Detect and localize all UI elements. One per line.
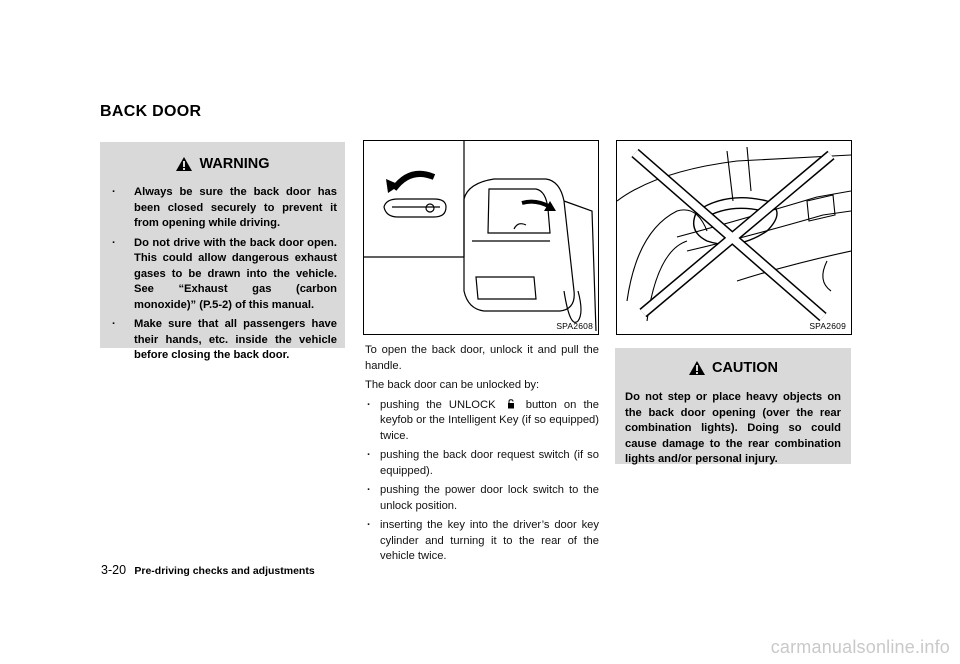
unlock-methods-list: [365, 398, 599, 565]
caution-header: [615, 360, 851, 376]
list-item: . pushing the back door request switch (if so equipped).: [365, 448, 599, 479]
warning-heading: WARNING: [199, 156, 270, 172]
page-number: 3-20: [101, 563, 127, 577]
back-door-handle-illustration: [364, 141, 598, 334]
watermark: carmanualsonline.info: [770, 637, 950, 657]
caution-text: Do not step or place heavy objects on the back door opening (over the rear combination lights). Doing so could cause damage to the rear combination lights and/or personal injury.: [625, 391, 841, 465]
warning-box: [100, 142, 345, 361]
caution-box: [615, 348, 851, 464]
list-item: [365, 398, 599, 445]
page-footer: [101, 563, 315, 577]
warning-item: . Make sure that all passengers have their hands, etc. inside the vehicle before closing the back door.: [108, 317, 337, 364]
caution-heading: CAUTION: [711, 360, 779, 376]
figure-do-not-step: [616, 140, 852, 335]
warning-list: [108, 185, 337, 368]
figure-label: SPA2608: [556, 321, 593, 331]
unlock-icon: [506, 399, 516, 409]
warning-item: . Always be sure the back door has been closed securely to prevent it from opening while driving.: [108, 185, 337, 232]
list-item-text: pushing the UNLOCK: [380, 398, 496, 411]
do-not-step-illustration: [617, 141, 851, 334]
body-text: [365, 343, 599, 569]
section-title: BACK DOOR: [100, 103, 202, 120]
figure-label: SPA2609: [809, 321, 846, 331]
warning-item: . Do not drive with the back door open. This could allow dangerous exhaust gases to be drawn into the vehicle. See “Exhaust gas (carbon monoxide)” (P.5-2) of this manual.: [108, 236, 337, 314]
list-item: . pushing the power door lock switch to the unlock position.: [365, 483, 599, 514]
paragraph: To open the back door, unlock it and pull the handle.: [365, 344, 599, 372]
warning-header: [100, 156, 345, 172]
warning-triangle-icon: [175, 156, 193, 172]
caution-triangle-icon: [688, 360, 706, 376]
list-item-text: button on the keyfob or the Intelligent Key (if so equipped) twice.: [380, 398, 600, 442]
chapter-title: Pre-driving checks and adjustments: [134, 565, 315, 577]
paragraph: The back door can be unlocked by:: [365, 379, 540, 391]
list-item: . inserting the key into the driver’s door key cylinder and turning it to the rear of the vehicle twice.: [365, 518, 599, 565]
figure-back-door-handle: [363, 140, 599, 335]
